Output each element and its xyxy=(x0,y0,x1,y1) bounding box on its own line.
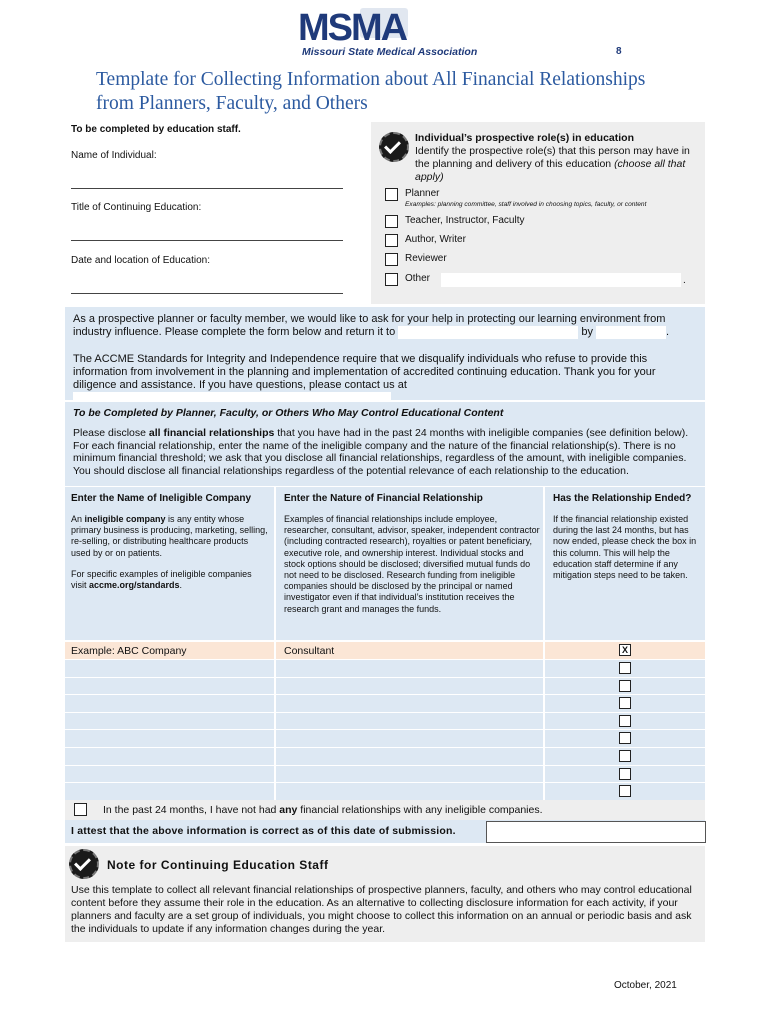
table-row xyxy=(65,659,705,677)
nature-cell[interactable] xyxy=(278,730,545,747)
role-example: Examples: planning committee, staff involved in choosing topics, faculty, or content xyxy=(405,201,647,208)
name-label: Name of Individual: xyxy=(71,150,157,161)
col-company xyxy=(65,487,276,640)
name-field[interactable] xyxy=(71,188,343,189)
header-company: Enter the Name of Ineligible Company xyxy=(71,493,252,504)
return-by-field[interactable] xyxy=(596,326,666,339)
table-row xyxy=(65,694,705,712)
page-number: 8 xyxy=(616,46,622,57)
check-badge-icon xyxy=(379,132,409,162)
example-ended-cell xyxy=(547,642,705,659)
role-label: Author, Writer xyxy=(405,234,466,245)
other-suffix: . xyxy=(683,275,686,286)
table-row xyxy=(65,782,705,800)
roles-heading: Individual’s prospective role(s) in education xyxy=(415,132,634,144)
no-relationships-text: In the past 24 months, I have not had any financial relationships with any ineligible companies. xyxy=(103,804,543,816)
logo-letters: MSMA xyxy=(298,7,407,49)
header-ended: Has the Relationship Ended? xyxy=(553,493,692,504)
ended-cell xyxy=(547,695,705,712)
title-field[interactable] xyxy=(71,240,343,241)
table-row-example xyxy=(65,641,705,659)
title-label: Title of Continuing Education: xyxy=(71,202,202,213)
table-header xyxy=(65,487,705,640)
company-examples: For specific examples of ineligible companies visit accme.org/standards. xyxy=(71,569,252,591)
reviewer-checkbox[interactable] xyxy=(385,253,398,266)
nature-description: Examples of financial relationships include employee, researcher, consultant, advisor, speaker, independent contractor (including contracted research), royalties or patent beneficiary, executive role, and ownership interest. Individual stocks and stock options should be disclosed; diversified mutual funds do not need to be disclosed. Research funding from ineligible companies should be disclosed by the principal or named investigator even if that individual’s institution receives the research grant and manages the funds. xyxy=(284,514,540,614)
ended-cell xyxy=(547,678,705,695)
header-nature: Enter the Nature of Financial Relationship xyxy=(284,493,483,504)
staff-heading: To be completed by education staff. xyxy=(71,124,241,135)
disclosure-title: To be Completed by Planner, Faculty, or Others Who May Control Educational Content xyxy=(73,407,504,419)
ended-checkbox[interactable] xyxy=(619,697,631,709)
date-label: Date and location of Education: xyxy=(71,255,210,266)
return-to-field[interactable] xyxy=(398,326,578,339)
company-cell[interactable] xyxy=(65,730,276,747)
no-relationships-checkbox[interactable] xyxy=(74,803,87,816)
planner-checkbox[interactable] xyxy=(385,188,398,201)
ended-checkbox[interactable] xyxy=(619,785,631,797)
table-row xyxy=(65,765,705,783)
date-field[interactable] xyxy=(71,293,343,294)
attest-statement: I attest that the above information is correct as of this date of submission. xyxy=(71,825,456,837)
table-row xyxy=(65,747,705,765)
table-row xyxy=(65,729,705,747)
company-cell[interactable] xyxy=(65,783,276,800)
staff-note xyxy=(65,846,705,942)
role-label: Planner xyxy=(405,188,440,199)
intro-paragraph-2: The ACCME Standards for Integrity and Independence require that we disqualify individuals who refuse to provide this information from involvement in the planning and implementation of accredited continuing education. Thank you for your diligence and assistance. If you have questions, please contact us at xyxy=(73,353,701,405)
table-row xyxy=(65,677,705,695)
nature-cell[interactable] xyxy=(278,713,545,730)
no-relationships-row xyxy=(65,800,705,820)
author-checkbox[interactable] xyxy=(385,234,398,247)
logo-text: Missouri State Medical Association xyxy=(302,46,478,58)
ended-checkbox[interactable] xyxy=(619,715,631,727)
intro-paragraph-1: As a prospective planner or faculty member, we would like to ask for your help in protecting our learning environment from industry influence. Please complete the form below and return it to by . xyxy=(73,313,670,338)
msma-logo xyxy=(298,7,478,58)
other-checkbox[interactable] xyxy=(385,273,398,286)
col-ended xyxy=(547,487,705,640)
ended-cell xyxy=(547,783,705,800)
ended-checkbox[interactable] xyxy=(619,680,631,692)
example-company-cell[interactable] xyxy=(65,642,276,659)
role-label: Other xyxy=(405,273,431,284)
company-cell[interactable] xyxy=(65,695,276,712)
role-label: Reviewer xyxy=(405,253,447,264)
company-description: An ineligible company is any entity whose primary business is producing, marketing, selling, re-selling, or distributing healthcare products used by or on patients. xyxy=(71,514,268,558)
disclosure-instructions: Please disclose all financial relationships that you have had in the past 24 months with ineligible companies (see definition below). For each financial relationship, enter the name of the ineligible company and the nature of the financial relationship(s). There is no minimum financial threshold; we ask that you disclose all financial relationships, regardless of the amount, with ineligible companies. You should disclose all financial relationships regardless of the potential relevance of each relationship to the education. xyxy=(73,427,689,477)
company-cell[interactable] xyxy=(65,660,276,677)
role-label: Teacher, Instructor, Faculty xyxy=(405,215,525,226)
disclosure-section xyxy=(65,402,705,486)
ended-cell xyxy=(547,748,705,765)
nature-cell[interactable] xyxy=(278,678,545,695)
company-cell[interactable] xyxy=(65,766,276,783)
company-cell[interactable] xyxy=(65,678,276,695)
nature-cell[interactable] xyxy=(278,748,545,765)
nature-cell[interactable] xyxy=(278,695,545,712)
other-role-field[interactable] xyxy=(441,273,681,287)
example-nature: Consultant xyxy=(284,645,335,657)
intro-section xyxy=(65,307,705,400)
roles-section xyxy=(371,122,705,304)
attest-row xyxy=(65,820,705,843)
ended-cell xyxy=(547,660,705,677)
ended-description: If the financial relationship existed during the last 24 months, but has now ended, please check the box in this column. This will help the education staff determine if any mitigation steps need to be taken. xyxy=(553,514,697,581)
teacher-checkbox[interactable] xyxy=(385,215,398,228)
nature-cell[interactable] xyxy=(278,766,545,783)
staff-section xyxy=(65,122,363,304)
roles-description: Identify the prospective role(s) that this person may have in the planning and delivery of this education (choose all that apply) xyxy=(415,145,690,183)
example-nature-cell[interactable] xyxy=(278,642,545,659)
note-text: Use this template to collect all relevant financial relationships of prospective planners, faculty, and others who may control educational content before they assume their role in the education. As an alternative to collecting disclosure information for each activity, if your planners and faculty are a set group of individuals, you might choose to collect this information on an annual or periodic basis and ask the individuals to update if any information changes during the year. xyxy=(71,884,692,935)
col-nature xyxy=(278,487,545,640)
ended-checkbox[interactable] xyxy=(619,732,631,744)
table-row xyxy=(65,712,705,730)
company-cell[interactable] xyxy=(65,748,276,765)
nature-cell[interactable] xyxy=(278,783,545,800)
footer-date: October, 2021 xyxy=(614,980,677,991)
nature-cell[interactable] xyxy=(278,660,545,677)
company-cell[interactable] xyxy=(65,713,276,730)
ended-cell xyxy=(547,713,705,730)
ended-checkbox[interactable] xyxy=(619,768,631,780)
top-panel xyxy=(65,122,705,304)
check-badge-icon xyxy=(69,849,99,879)
ended-cell xyxy=(547,766,705,783)
example-company: Example: ABC Company xyxy=(71,645,187,657)
ended-checkbox[interactable] xyxy=(619,662,631,674)
example-ended-checkbox[interactable]: X xyxy=(619,644,631,656)
ended-cell xyxy=(547,730,705,747)
ended-checkbox[interactable] xyxy=(619,750,631,762)
page-title: Template for Collecting Information about All Financial Relationships from Planners, Faculty, and Others xyxy=(96,69,646,114)
submission-date-field[interactable] xyxy=(486,821,706,843)
note-title: Note for Continuing Education Staff xyxy=(107,858,329,872)
